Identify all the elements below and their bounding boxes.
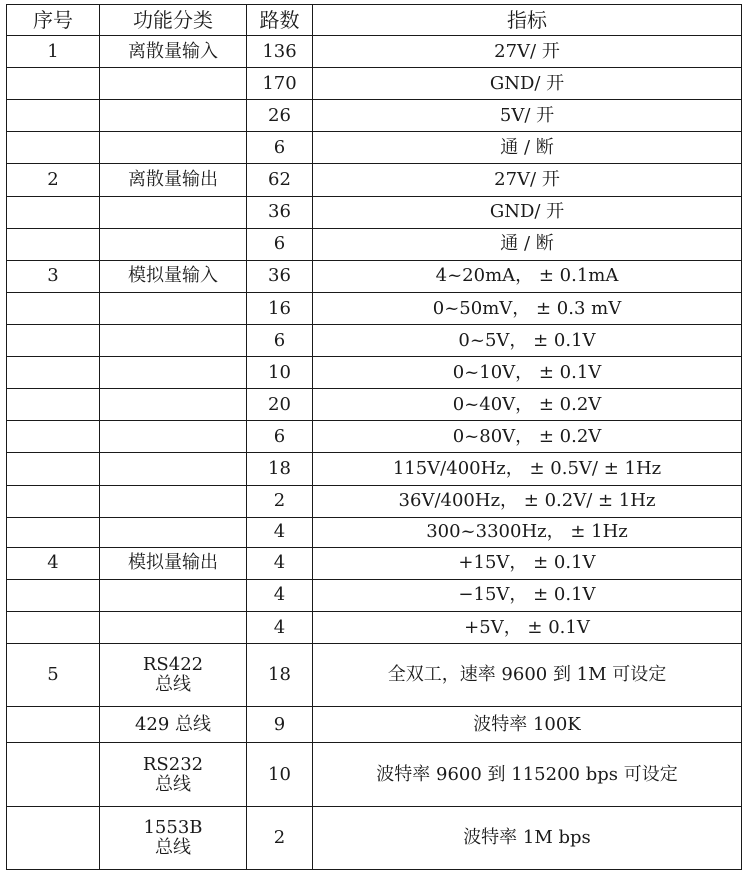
cell-index — [7, 707, 100, 743]
cell-spec: 0~10V， ± 0.1V — [313, 357, 742, 389]
cell-spec: 300~3300Hz， ± 1Hz — [313, 517, 742, 547]
header-row — [7, 5, 742, 36]
cell-channels: 170 — [247, 68, 313, 100]
cell-index — [7, 196, 100, 228]
cell-index — [7, 389, 100, 421]
table-row — [7, 100, 742, 132]
table-row — [7, 228, 742, 260]
cell-spec: GND/ 开 — [313, 196, 742, 228]
table-row — [7, 517, 742, 547]
cell-channels: 6 — [247, 324, 313, 356]
cell-spec: 通 / 断 — [313, 132, 742, 164]
cell-category — [100, 743, 247, 806]
cell-channels: 16 — [247, 292, 313, 324]
table-row — [7, 743, 742, 806]
cell-channels: 18 — [247, 453, 313, 485]
cell-category — [100, 644, 247, 707]
cell-spec: 27V/ 开 — [313, 164, 742, 196]
cell-spec: −15V， ± 0.1V — [313, 579, 742, 611]
cell-spec: 0~5V， ± 0.1V — [313, 324, 742, 356]
cell-index — [7, 228, 100, 260]
category-line: 总线 — [155, 674, 191, 696]
cell-category — [100, 100, 247, 132]
header-channels: 路数 — [247, 5, 313, 36]
cell-spec: 5V/ 开 — [313, 100, 742, 132]
header-spec: 指标 — [313, 5, 742, 36]
cell-index — [7, 324, 100, 356]
cell-index — [7, 579, 100, 611]
header-category: 功能分类 — [100, 5, 247, 36]
cell-spec: 4~20mA， ± 0.1mA — [313, 260, 742, 292]
cell-channels: 6 — [247, 421, 313, 453]
cell-index — [7, 485, 100, 517]
cell-category: 429 总线 — [100, 707, 247, 743]
category-line: 总线 — [155, 836, 191, 858]
cell-spec: 波特率 1M bps — [313, 806, 742, 869]
cell-channels: 6 — [247, 228, 313, 260]
cell-channels: 4 — [247, 579, 313, 611]
cell-spec: 波特率 9600 到 115200 bps 可设定 — [313, 743, 742, 806]
table-row — [7, 357, 742, 389]
table-row — [7, 324, 742, 356]
cell-category: 模拟量输出 — [100, 547, 247, 579]
cell-index: 3 — [7, 260, 100, 292]
table-row — [7, 644, 742, 707]
cell-index — [7, 611, 100, 643]
cell-spec: 通 / 断 — [313, 228, 742, 260]
table-row — [7, 806, 742, 869]
cell-index: 1 — [7, 36, 100, 68]
cell-index: 4 — [7, 547, 100, 579]
table-row — [7, 292, 742, 324]
cell-channels: 26 — [247, 100, 313, 132]
cell-category — [100, 324, 247, 356]
cell-index — [7, 357, 100, 389]
category-line: RS422 — [142, 654, 204, 676]
table-row — [7, 707, 742, 743]
cell-spec: 全双工，速率 9600 到 1M 可设定 — [313, 644, 742, 707]
cell-index — [7, 292, 100, 324]
table-row — [7, 611, 742, 643]
cell-index — [7, 100, 100, 132]
cell-channels: 36 — [247, 196, 313, 228]
cell-category — [100, 228, 247, 260]
cell-category: 离散量输入 — [100, 36, 247, 68]
cell-category — [100, 132, 247, 164]
cell-category — [100, 196, 247, 228]
category-line: RS232 — [142, 753, 204, 775]
cell-category — [100, 806, 247, 869]
cell-channels: 10 — [247, 743, 313, 806]
cell-spec: 0~80V， ± 0.2V — [313, 421, 742, 453]
cell-category — [100, 421, 247, 453]
cell-spec: 36V/400Hz， ± 0.2V/ ± 1Hz — [313, 485, 742, 517]
table-row — [7, 260, 742, 292]
cell-channels: 4 — [247, 517, 313, 547]
cell-channels: 62 — [247, 164, 313, 196]
cell-category — [100, 579, 247, 611]
header-index: 序号 — [7, 5, 100, 36]
table-row — [7, 453, 742, 485]
cell-channels: 4 — [247, 547, 313, 579]
table-row — [7, 579, 742, 611]
cell-index — [7, 453, 100, 485]
cell-spec: 0~40V， ± 0.2V — [313, 389, 742, 421]
cell-channels: 36 — [247, 260, 313, 292]
cell-index — [7, 806, 100, 869]
cell-spec: +15V， ± 0.1V — [313, 547, 742, 579]
cell-channels: 2 — [247, 806, 313, 869]
cell-index: 5 — [7, 644, 100, 707]
cell-category — [100, 292, 247, 324]
cell-channels: 10 — [247, 357, 313, 389]
table-row — [7, 485, 742, 517]
cell-category — [100, 68, 247, 100]
table-row — [7, 36, 742, 68]
table-row — [7, 389, 742, 421]
cell-category — [100, 485, 247, 517]
cell-index — [7, 743, 100, 806]
table-row — [7, 68, 742, 100]
cell-category — [100, 453, 247, 485]
cell-index — [7, 68, 100, 100]
cell-spec: 0~50mV， ± 0.3 mV — [313, 292, 742, 324]
cell-category — [100, 517, 247, 547]
cell-index — [7, 517, 100, 547]
cell-category — [100, 389, 247, 421]
table-row — [7, 421, 742, 453]
cell-spec: 27V/ 开 — [313, 36, 742, 68]
cell-spec: +5V， ± 0.1V — [313, 611, 742, 643]
table-row — [7, 196, 742, 228]
cell-channels: 2 — [247, 485, 313, 517]
cell-channels: 6 — [247, 132, 313, 164]
table-row — [7, 132, 742, 164]
cell-channels: 18 — [247, 644, 313, 707]
cell-spec: GND/ 开 — [313, 68, 742, 100]
spec-table — [6, 4, 742, 870]
cell-index — [7, 132, 100, 164]
cell-spec: 115V/400Hz， ± 0.5V/ ± 1Hz — [313, 453, 742, 485]
cell-category: 模拟量输入 — [100, 260, 247, 292]
cell-channels: 4 — [247, 611, 313, 643]
cell-index: 2 — [7, 164, 100, 196]
cell-category — [100, 611, 247, 643]
category-line: 总线 — [155, 773, 191, 795]
cell-index — [7, 421, 100, 453]
table-row — [7, 164, 742, 196]
cell-channels: 136 — [247, 36, 313, 68]
cell-channels: 9 — [247, 707, 313, 743]
cell-category: 离散量输出 — [100, 164, 247, 196]
cell-channels: 20 — [247, 389, 313, 421]
cell-spec: 波特率 100K — [313, 707, 742, 743]
category-line: 1553B — [143, 817, 203, 839]
cell-category — [100, 357, 247, 389]
table-row — [7, 547, 742, 579]
